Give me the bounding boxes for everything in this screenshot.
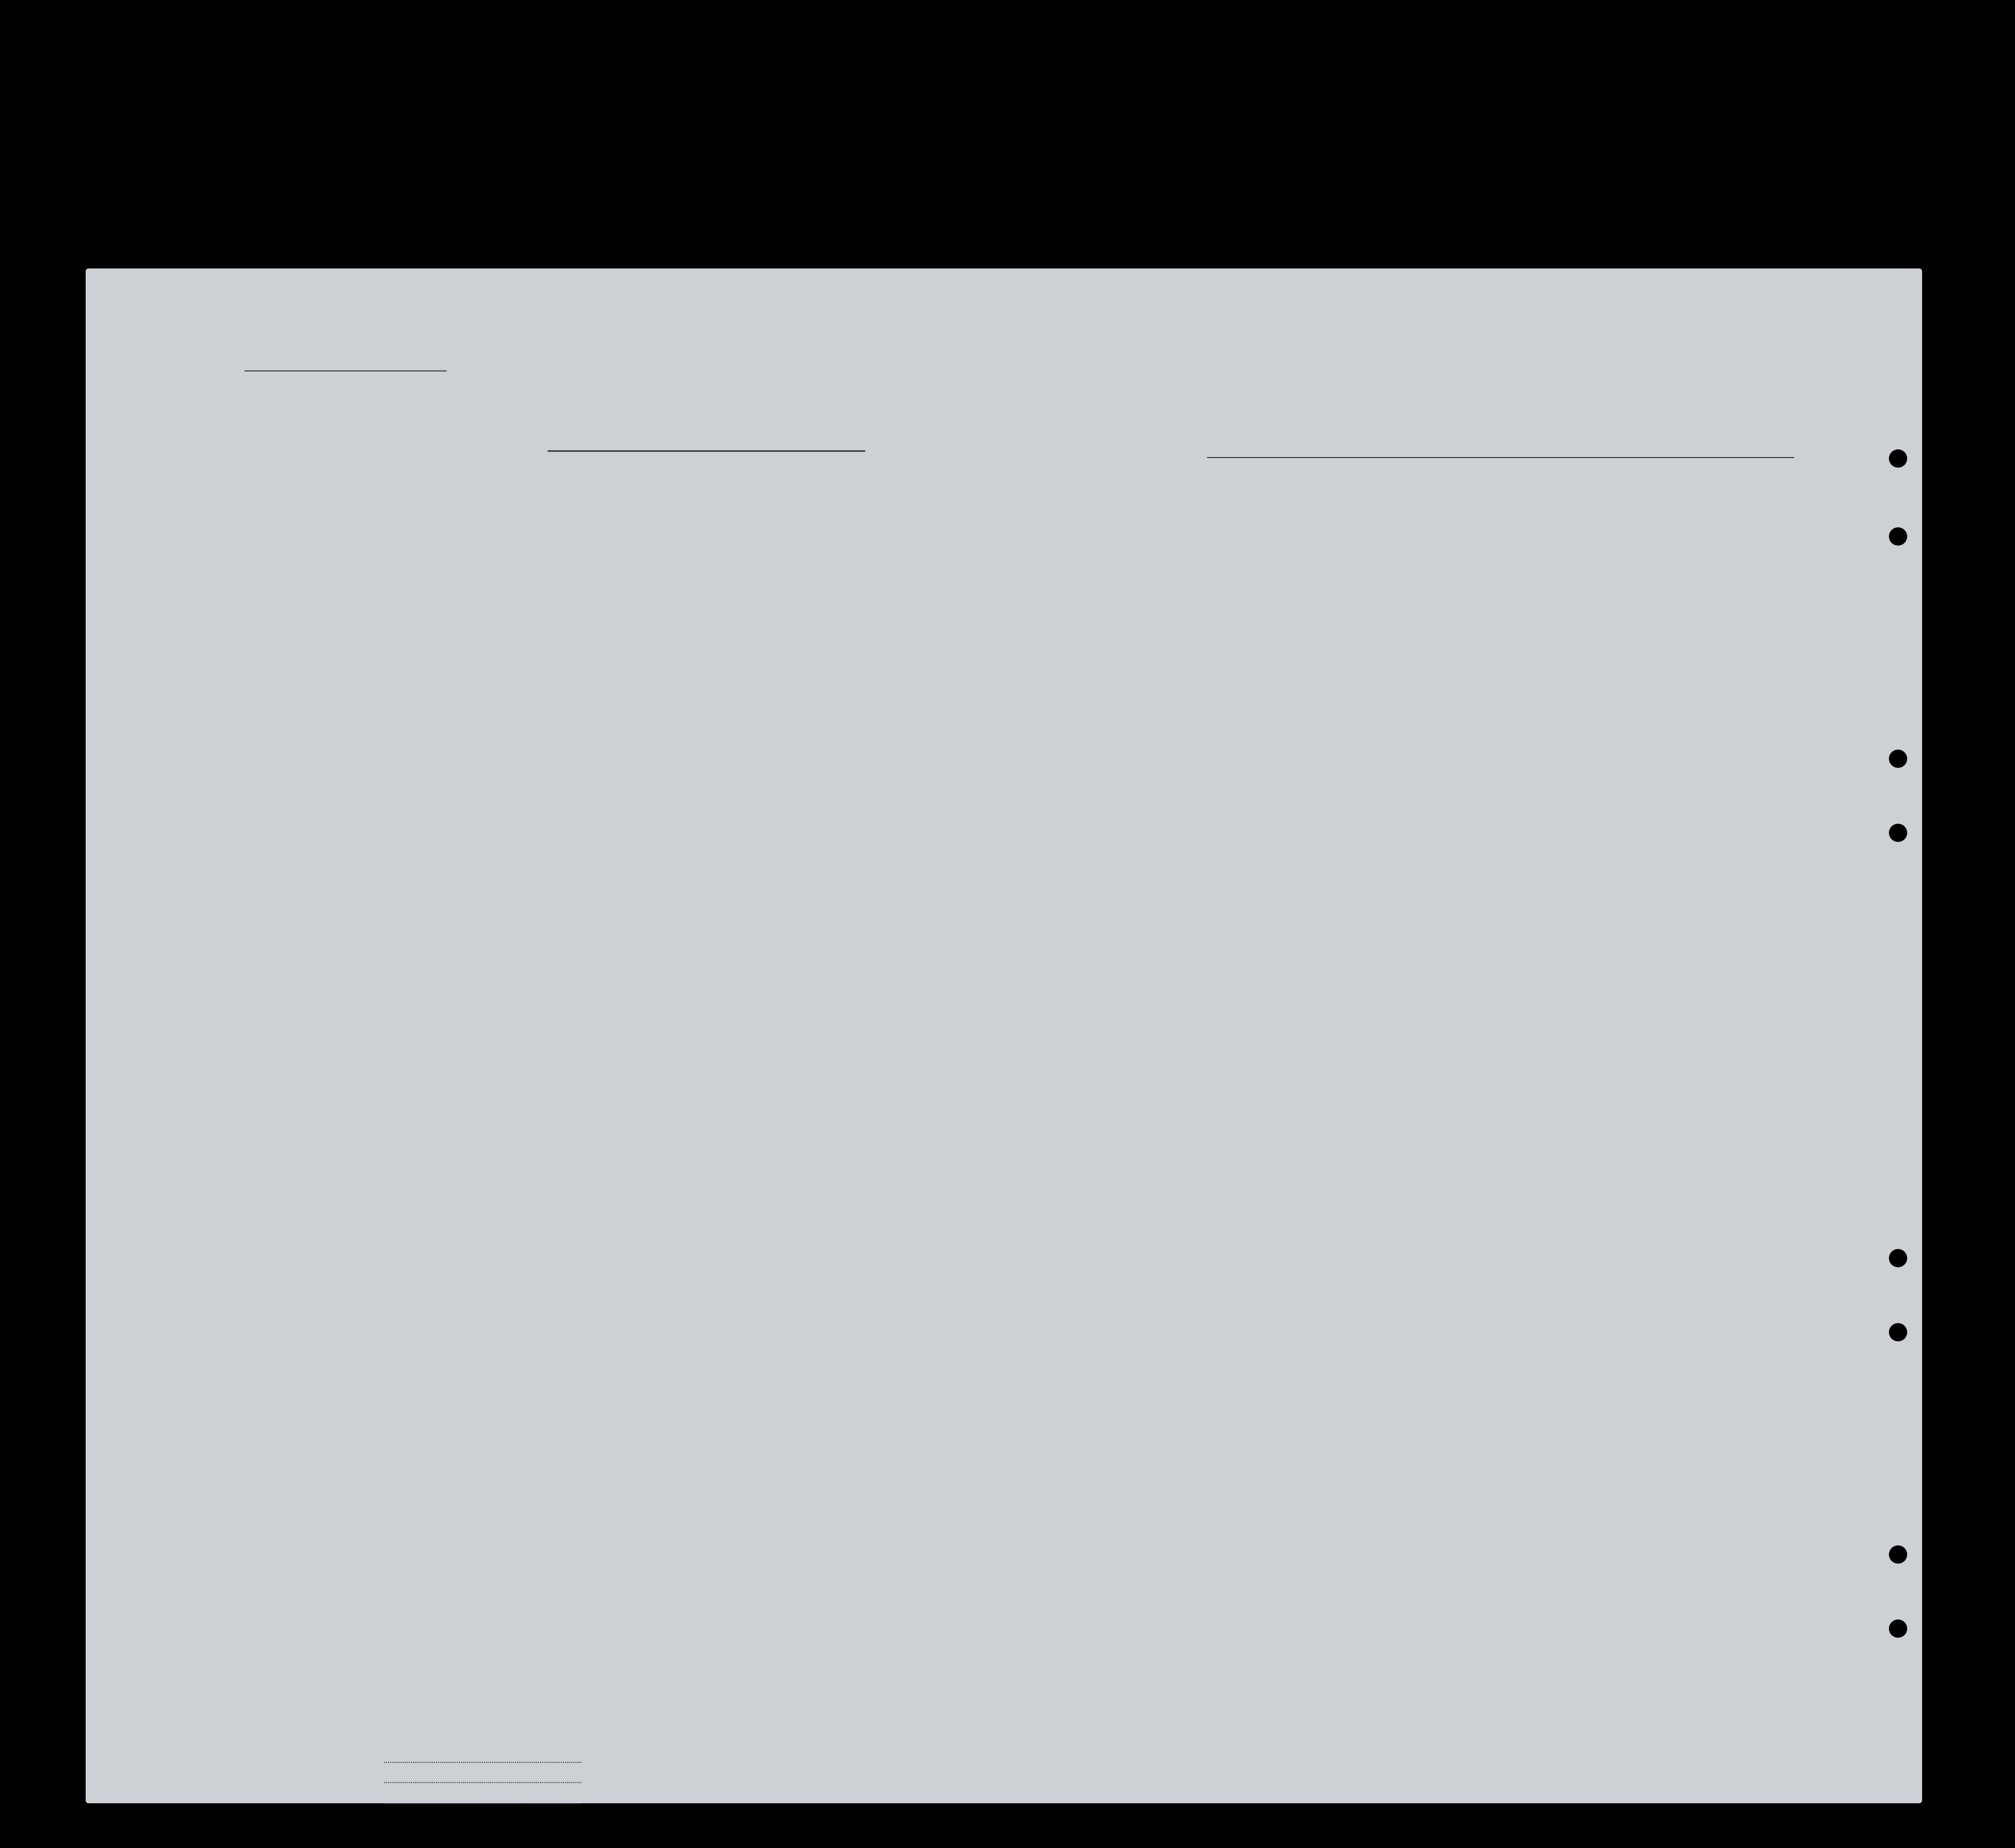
us-citizens-line <box>384 1782 581 1783</box>
punch-hole <box>1889 527 1907 546</box>
total-passengers-line <box>384 1762 581 1763</box>
table-grid <box>86 268 1922 1803</box>
punch-hole <box>1889 1545 1907 1564</box>
manifest-sheet <box>86 268 1922 1803</box>
punch-hole <box>1889 1323 1907 1341</box>
punch-hole <box>1889 449 1907 468</box>
punch-hole <box>1889 1619 1907 1638</box>
punch-hole <box>1889 750 1907 768</box>
punch-hole <box>1889 1249 1907 1267</box>
aliens-line <box>384 1803 581 1804</box>
punch-hole <box>1889 824 1907 842</box>
